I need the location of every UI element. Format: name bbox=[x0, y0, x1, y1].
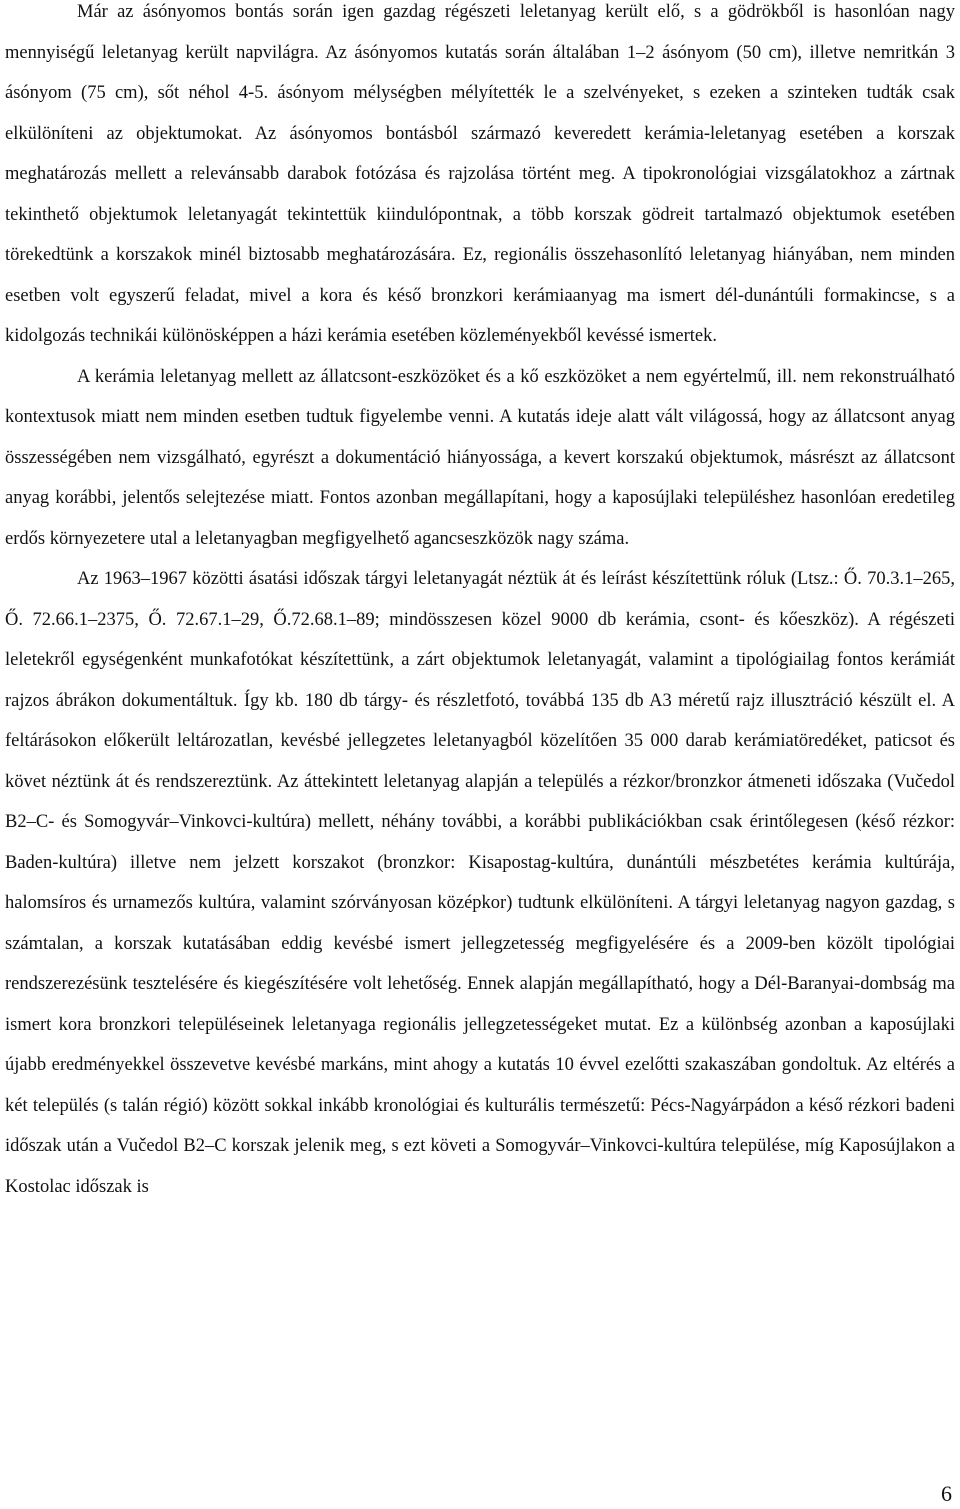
paragraph-2: A kerámia leletanyag mellett az állatcsont-eszközöket és a kő eszközöket a nem egyértelmű, ill. nem rekonstruálható kontextusok miatt nem minden esetben tudtuk figyelembe venni. A kutatás ideje alatt vált világossá, hogy az állatcsont anyag összességében nem vizsgálható, egyrészt a dokumentáció hiányossága, a kevert korszakú objektumok, másrészt az állatcsont anyag korábbi, jelentős selejtezése miatt. Fontos azonban megállapítani, hogy a kaposújlaki településhez hasonlóan eredetileg erdős környezetere utal a leletanyagban megfigyelhető agancseszközök nagy száma. bbox=[5, 366, 955, 549]
paragraph-3: Az 1963–1967 közötti ásatási időszak tárgyi leletanyagát néztük át és leírást készítettünk róluk (Ltsz.: Ő. 70.3.1–265, Ő. 72.66.1–2375, Ő. 72.67.1–29, Ő.72.68.1–89; mindösszesen közel 9000 db kerámia, csont- és kőeszköz). A régészeti leletekről egységenként munkafotókat készítettünk, a zárt objektumok leletanyagát, valamint a tipológiailag fontos kerámiát rajzos ábrákon dokumentáltuk. Így kb. 180 db tárgy- és részletfotó, továbbá 135 db A3 méretű rajz illusztráció készült el. A feltárásokon előkerült leltározatlan, kevésbé jellegzetes leletanyagból közelítően 35 000 darab kerámiatöredéket, paticsot és követ néztünk át és rendszereztünk. Az áttekintett leletanyag alapján a település a rézkor/bronzkor átmeneti időszaka (Vučedol B2–C- és Somogyvár–Vinkovci-kultúra) mellett, néhány további, a korábbi publikációkban csak érintőlegesen (késő rézkor: Baden-kultúra) illetve nem jelzett korszakot (bronzkor: Kisapostag-kultúra, dunántúli mészbetétes kerámia kultúrája, halomsíros és urnamezős kultúra, valamint szórványosan középkor) tudtunk elkülöníteni. A tárgyi leletanyag nagyon gazdag, s számtalan, a korszak kutatásában eddig kevésbé ismert jellegzetesség megfigyelésére és a 2009-ben közölt tipológiai rendszerezésünk tesztelésére és kiegészítésére volt lehetőség. Ennek alapján megállapítható, hogy a Dél-Baranyai-dombság ma ismert kora bronzkori településeinek leletanyaga regionális jellegzetességeket mutat. Ez a különbség azonban a kaposújlaki újabb eredményekkel összevetve kevésbé markáns, mint ahogy a kutatás 10 évvel ezelőtti szakaszában gondoltuk. Az eltérés a két település (s talán régió) között sokkal inkább kronológiai és kulturális természetű: Pécs-Nagyárpádon a késő rézkori badeni időszak után a Vučedol B2–C korszak jelenik meg, s ezt követi a Somogyvár–Vinkovci-kultúra települése, míg Kaposújlakon a Kostolac időszak is bbox=[5, 569, 955, 1197]
document-page bbox=[5, 0, 955, 1207]
paragraph-1: Már az ásónyomos bontás során igen gazdag régészeti leletanyag került elő, s a gödrökből is hasonlóan nagy mennyiségű leletanyag került napvilágra. Az ásónyomos kutatás során általában 1–2 ásónyom (50 cm), illetve nemritkán 3 ásónyom (75 cm), sőt néhol 4-5. ásónyom mélységben mélyítették le a szelvényeket, s ezeken a szinteken tudták csak elkülöníteni az objektumokat. Az ásónyomos bontásból származó keveredett kerámia-leletanyag esetében a korszak meghatározás mellett a relevánsabb darabok fotózása és rajzolása történt meg. A tipokronológiai vizsgálatokhoz a zártnak tekinthető objektumok leletanyagát tekintettük kiindulópontnak, a több korszak gödreit tartalmazó objektumok esetében törekedtünk a korszakok minél biztosabb meghatározására. Ez, regionális összehasonlító leletanyag hiányában, nem minden esetben volt egyszerű feladat, mivel a kora és késő bronzkori kerámiaanyag ma ismert dél-dunántúli formakincse, s a kidolgozás technikái különösképpen a házi kerámia esetében közleményekből kevéssé ismertek. bbox=[5, 2, 955, 346]
page-number: 6 bbox=[941, 1481, 952, 1506]
